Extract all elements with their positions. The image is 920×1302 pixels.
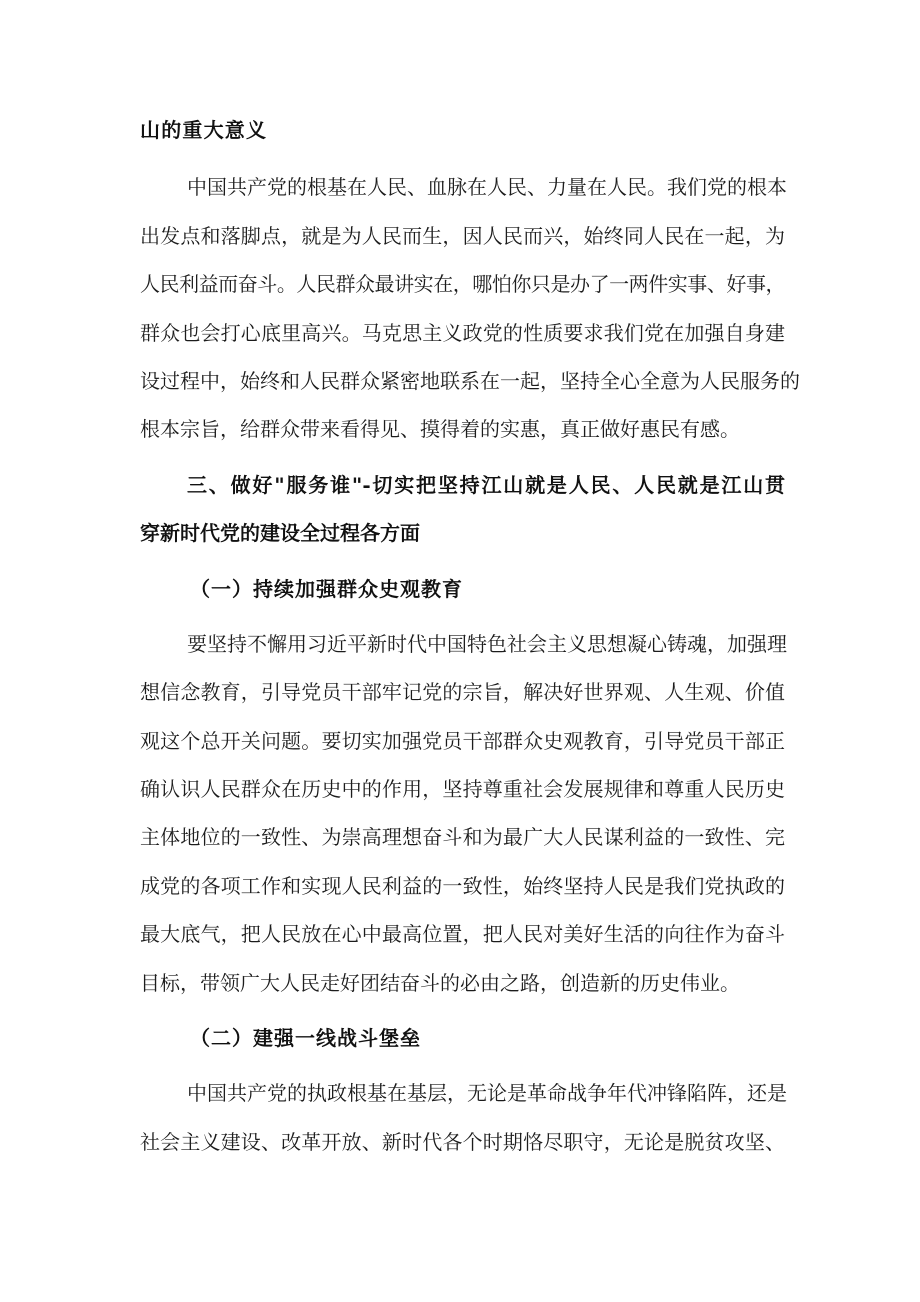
paragraph-line: 观这个总开关问题。要切实加强党员干部群众史观教育，引导党员干部正 (140, 728, 785, 753)
paragraph-line: 根本宗旨，给群众带来看得见、摸得着的实惠，真正做好惠民有感。 (140, 417, 740, 442)
subheading-2: （二）建强一线战斗堡垒 (190, 1026, 421, 1051)
paragraph-line: 最大底气，把人民放在心中最高位置，把人民对美好生活的向往作为奋斗 (140, 922, 785, 947)
subheading-2-block (140, 1014, 785, 1062)
heading-tail-block (140, 106, 785, 154)
paragraph-line: 目标，带领广大人民走好团结奋斗的必由之路，创造新的历史伟业。 (140, 970, 740, 995)
paragraph-line: 想信念教育，引导党员干部牢记党的宗旨，解决好世界观、人生观、价值 (140, 680, 785, 705)
paragraph-line: 出发点和落脚点，就是为人民而生，因人民而兴，始终同人民在一起，为 (140, 223, 785, 248)
subheading-1: （一）持续加强群众史观教育 (190, 576, 463, 601)
section-heading-line: 三、做好"服务谁"-切实把坚持江山就是人民、人民就是江山贯 (187, 472, 785, 497)
paragraph-line: 要坚持不懈用习近平新时代中国特色社会主义思想凝心铸魂，加强理 (187, 631, 787, 656)
paragraph-1 (140, 163, 800, 453)
section-heading-line: 穿新时代党的建设全过程各方面 (140, 521, 420, 546)
paragraph-3 (140, 1069, 785, 1166)
section-3-heading (140, 461, 785, 558)
paragraph-line: 中国共产党的根基在人民、血脉在人民、力量在人民。我们党的根本 (187, 175, 787, 200)
paragraph-line: 人民利益而奋斗。人民群众最讲实在，哪怕你只是办了一两件实事、好事， (140, 272, 785, 297)
heading-tail: 山的重大意义 (140, 118, 268, 142)
paragraph-line: 群众也会打心底里高兴。马克思主义政党的性质要求我们党在加强自身建 (140, 320, 785, 345)
subheading-1-block (140, 565, 785, 613)
paragraph-line: 主体地位的一致性、为崇高理想奋斗和为最广大人民谋利益的一致性、完 (140, 825, 785, 850)
paragraph-2 (140, 620, 785, 1007)
paragraph-line: 确认识人民群众在历史中的作用，坚持尊重社会发展规律和尊重人民历史 (140, 777, 785, 802)
document-body (140, 106, 800, 1166)
paragraph-line: 设过程中，始终和人民群众紧密地联系在一起，坚持全心全意为人民服务的 (140, 368, 800, 393)
paragraph-line: 中国共产党的执政根基在基层，无论是革命战争年代冲锋陷阵，还是 (187, 1081, 787, 1106)
paragraph-line: 成党的各项工作和实现人民利益的一致性，始终坚持人民是我们党执政的 (140, 873, 785, 898)
paragraph-line: 社会主义建设、改革开放、新时代各个时期恪尽职守，无论是脱贫攻坚、 (140, 1129, 785, 1154)
